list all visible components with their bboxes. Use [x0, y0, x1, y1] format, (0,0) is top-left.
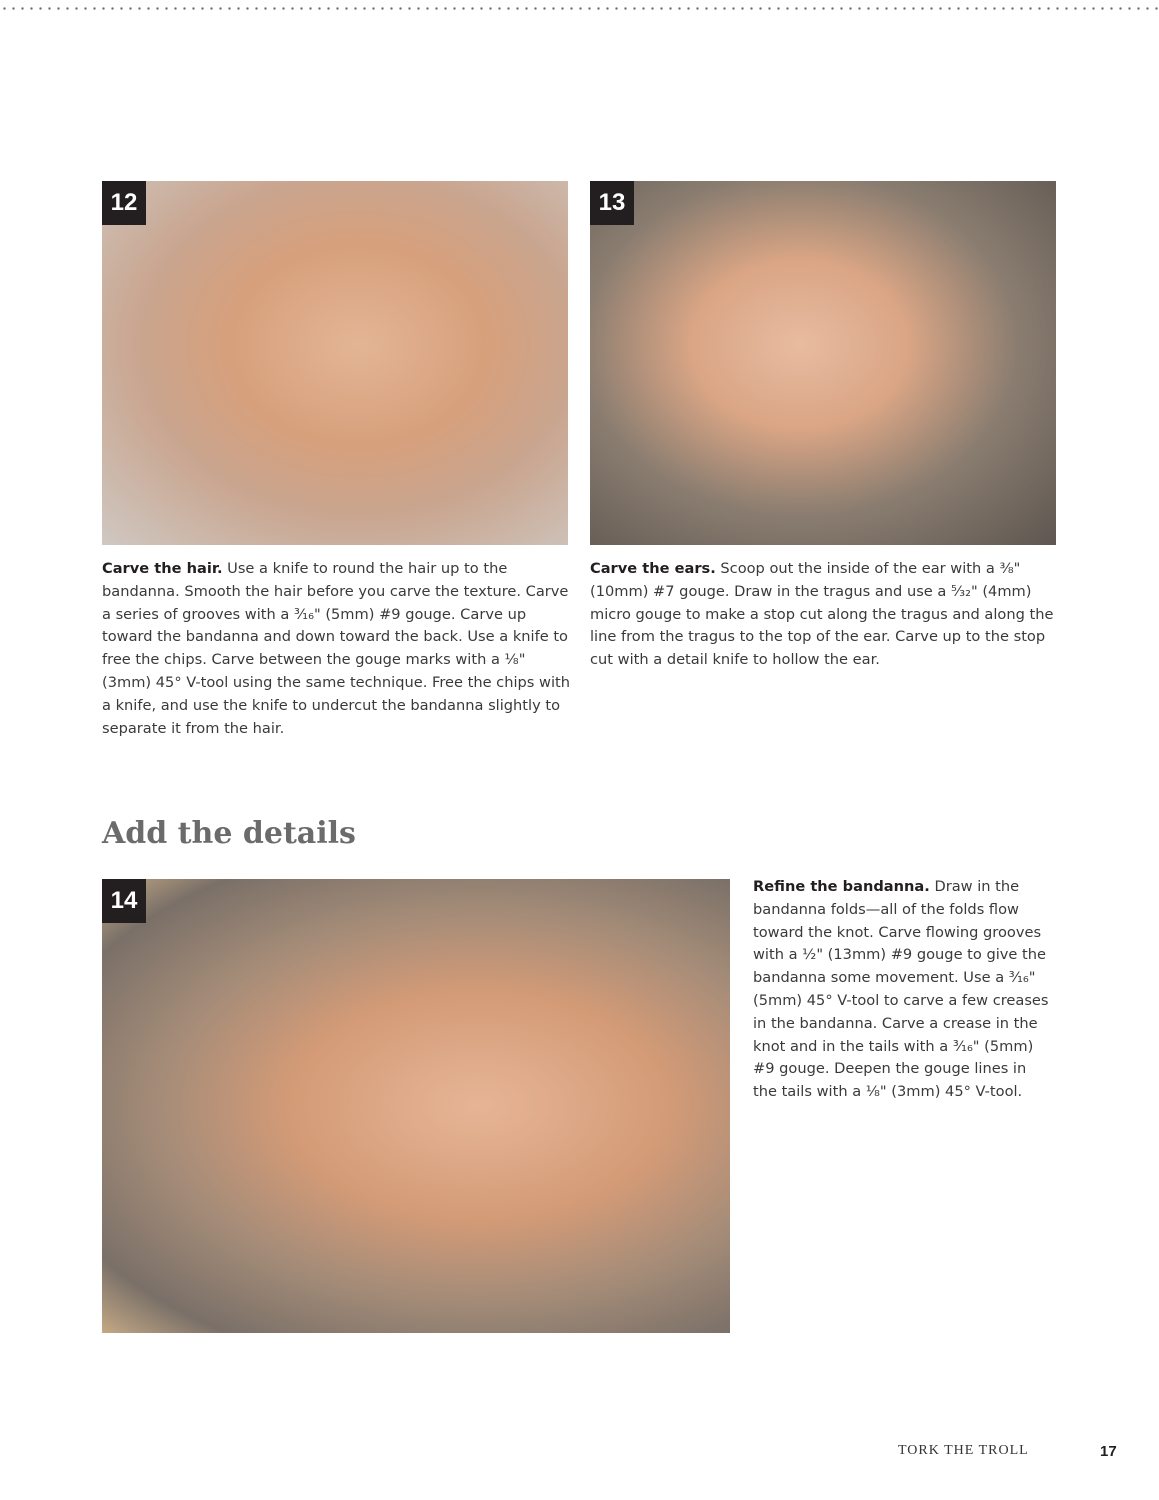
- step-12-caption: [102, 558, 572, 740]
- page-number: 17: [1100, 1443, 1117, 1460]
- footer-book-title: TORK THE TROLL: [898, 1443, 1029, 1458]
- caption-body: Scoop out the inside of the ear with a ⅜" (10mm) #7 gouge. Draw in the tragus and use a ⁵⁄₃₂" (4mm) micro gouge to make a stop cut along the tragus and along the line from the tragus to the top of the ear. Carve up to the stop cut with a detail knife to hollow the ear.: [590, 560, 1054, 669]
- step-number-badge: 13: [590, 181, 634, 225]
- step-number-badge: 12: [102, 181, 146, 225]
- step-number-badge: 14: [102, 879, 146, 923]
- caption-body: Draw in the bandanna folds—all of the folds flow toward the knot. Carve flowing grooves with a ½" (13mm) #9 gouge to give the bandanna some movement. Use a ³⁄₁₆" (5mm) 45° V-tool to carve a few creases in the bandanna. Carve a crease in the knot and in the tails with a ³⁄₁₆" (5mm) #9 gouge. Deepen the gouge lines in the tails with a ⅛" (3mm) 45° V-tool.: [753, 878, 1049, 1101]
- dotted-divider: [0, 7, 1159, 10]
- step-13-caption: [590, 558, 1060, 672]
- step-12-photo: [102, 181, 568, 545]
- caption-lead: Refine the bandanna.: [753, 878, 930, 895]
- step-14-caption: [753, 876, 1053, 1104]
- caption-body: Use a knife to round the hair up to the bandanna. Smooth the hair before you carve the texture. Carve a series of grooves with a ³⁄₁₆" (5mm) #9 gouge. Carve up toward the bandanna and down toward the back. Use a knife to free the chips. Carve between the gouge marks with a ⅛" (3mm) 45° V-tool using the same technique. Free the chips with a knife, and use the knife to undercut the bandanna slightly to separate it from the hair.: [102, 560, 570, 737]
- step-14-photo: [102, 879, 730, 1333]
- caption-lead: Carve the ears.: [590, 560, 716, 577]
- section-heading: Add the details: [102, 816, 356, 851]
- caption-lead: Carve the hair.: [102, 560, 223, 577]
- step-13-photo: [590, 181, 1056, 545]
